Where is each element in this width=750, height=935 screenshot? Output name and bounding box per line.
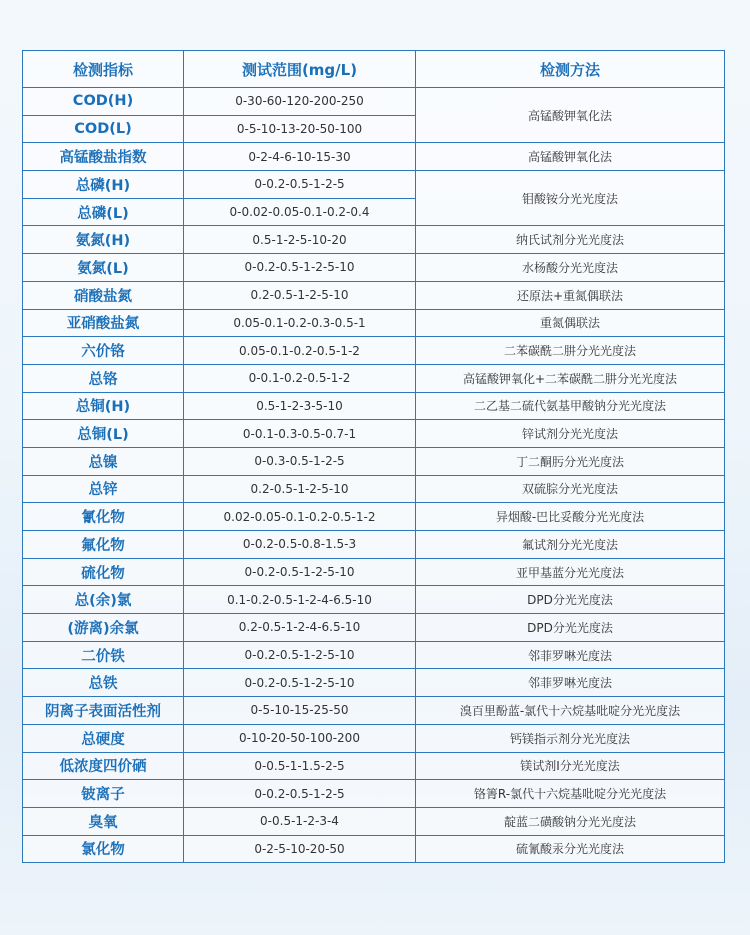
table-row	[23, 752, 725, 780]
table-header-row	[23, 51, 725, 88]
table-row	[23, 503, 725, 531]
range-cell: 0-5-10-13-20-50-100	[184, 115, 416, 143]
table-row	[23, 337, 725, 365]
range-cell: 0-0.02-0.05-0.1-0.2-0.4	[184, 198, 416, 226]
table-row	[23, 586, 725, 614]
indicator-cell: 总磷(L)	[23, 198, 184, 226]
table-row	[23, 780, 725, 808]
range-cell: 0-0.2-0.5-1-2-5	[184, 171, 416, 199]
table-row	[23, 143, 725, 171]
table-row	[23, 364, 725, 392]
method-cell: 邻菲罗啉光度法	[416, 669, 725, 697]
indicator-cell: 总锌	[23, 475, 184, 503]
indicator-cell: 亚硝酸盐氮	[23, 309, 184, 337]
range-cell: 0.5-1-2-3-5-10	[184, 392, 416, 420]
method-cell: 硫氰酸汞分光光度法	[416, 835, 725, 863]
method-cell: 铬箐R-氯代十六烷基吡啶分光光度法	[416, 780, 725, 808]
indicator-cell: 总铜(L)	[23, 420, 184, 448]
indicator-cell: 氨氮(L)	[23, 254, 184, 282]
range-cell: 0-0.2-0.5-1-2-5	[184, 780, 416, 808]
header-range: 测试范围(mg/L)	[184, 51, 416, 88]
range-cell: 0.02-0.05-0.1-0.2-0.5-1-2	[184, 503, 416, 531]
indicator-cell: COD(H)	[23, 88, 184, 116]
indicator-cell: 高锰酸盐指数	[23, 143, 184, 171]
range-cell: 0-2-4-6-10-15-30	[184, 143, 416, 171]
method-cell: 二乙基二硫代氨基甲酸钠分光光度法	[416, 392, 725, 420]
range-cell: 0-0.1-0.2-0.5-1-2	[184, 364, 416, 392]
range-cell: 0-5-10-15-25-50	[184, 697, 416, 725]
method-cell: 锌试剂分光光度法	[416, 420, 725, 448]
method-cell: 高锰酸钾氧化法	[416, 143, 725, 171]
table-row	[23, 171, 725, 199]
range-cell: 0-0.2-0.5-0.8-1.5-3	[184, 531, 416, 559]
range-cell: 0-0.2-0.5-1-2-5-10	[184, 254, 416, 282]
method-cell: 高锰酸钾氧化+二苯碳酰二肼分光光度法	[416, 364, 725, 392]
table-row	[23, 558, 725, 586]
table-row	[23, 447, 725, 475]
range-cell: 0-0.2-0.5-1-2-5-10	[184, 669, 416, 697]
method-cell: 还原法+重氮偶联法	[416, 281, 725, 309]
method-cell: 镁试剂I分光光度法	[416, 752, 725, 780]
range-cell: 0.2-0.5-1-2-4-6.5-10	[184, 614, 416, 642]
table-row	[23, 281, 725, 309]
indicator-cell: (游离)余氯	[23, 614, 184, 642]
indicator-cell: 总(余)氯	[23, 586, 184, 614]
indicator-cell: 总铬	[23, 364, 184, 392]
detection-table	[22, 50, 725, 863]
table-row	[23, 614, 725, 642]
indicator-cell: 硝酸盐氮	[23, 281, 184, 309]
range-cell: 0-0.2-0.5-1-2-5-10	[184, 641, 416, 669]
table-row	[23, 420, 725, 448]
indicator-cell: 总铁	[23, 669, 184, 697]
range-cell: 0.1-0.2-0.5-1-2-4-6.5-10	[184, 586, 416, 614]
range-cell: 0-0.1-0.3-0.5-0.7-1	[184, 420, 416, 448]
indicator-cell: 总镍	[23, 447, 184, 475]
method-cell: 异烟酸-巴比妥酸分光光度法	[416, 503, 725, 531]
header-method: 检测方法	[416, 51, 725, 88]
table-row	[23, 807, 725, 835]
range-cell: 0.5-1-2-5-10-20	[184, 226, 416, 254]
indicator-cell: 氰化物	[23, 503, 184, 531]
method-cell: 二苯碳酰二肼分光光度法	[416, 337, 725, 365]
indicator-cell: 氯化物	[23, 835, 184, 863]
indicator-cell: 低浓度四价硒	[23, 752, 184, 780]
table-row	[23, 88, 725, 116]
indicator-cell: 氟化物	[23, 531, 184, 559]
range-cell: 0-10-20-50-100-200	[184, 724, 416, 752]
range-cell: 0.2-0.5-1-2-5-10	[184, 475, 416, 503]
table-row	[23, 835, 725, 863]
range-cell: 0-30-60-120-200-250	[184, 88, 416, 116]
indicator-cell: COD(L)	[23, 115, 184, 143]
method-cell: 钼酸铵分光光度法	[416, 171, 725, 226]
range-cell: 0-2-5-10-20-50	[184, 835, 416, 863]
method-cell: 亚甲基蓝分光光度法	[416, 558, 725, 586]
indicator-cell: 阴离子表面活性剂	[23, 697, 184, 725]
method-cell: 高锰酸钾氧化法	[416, 88, 725, 143]
range-cell: 0.2-0.5-1-2-5-10	[184, 281, 416, 309]
method-cell: 丁二酮肟分光光度法	[416, 447, 725, 475]
range-cell: 0-0.5-1-1.5-2-5	[184, 752, 416, 780]
table-row	[23, 226, 725, 254]
indicator-cell: 总铜(H)	[23, 392, 184, 420]
range-cell: 0.05-0.1-0.2-0.5-1-2	[184, 337, 416, 365]
table-row	[23, 641, 725, 669]
table-row	[23, 475, 725, 503]
range-cell: 0-0.2-0.5-1-2-5-10	[184, 558, 416, 586]
indicator-cell: 总硬度	[23, 724, 184, 752]
table-row	[23, 669, 725, 697]
method-cell: 双硫腙分光光度法	[416, 475, 725, 503]
indicator-cell: 氨氮(H)	[23, 226, 184, 254]
method-cell: 重氮偶联法	[416, 309, 725, 337]
table-row	[23, 531, 725, 559]
range-cell: 0-0.3-0.5-1-2-5	[184, 447, 416, 475]
detection-table-container	[22, 50, 724, 863]
table-body	[23, 88, 725, 863]
indicator-cell: 总磷(H)	[23, 171, 184, 199]
indicator-cell: 臭氧	[23, 807, 184, 835]
range-cell: 0.05-0.1-0.2-0.3-0.5-1	[184, 309, 416, 337]
method-cell: 邻菲罗啉光度法	[416, 641, 725, 669]
header-indicator: 检测指标	[23, 51, 184, 88]
indicator-cell: 硫化物	[23, 558, 184, 586]
table-row	[23, 309, 725, 337]
method-cell: 水杨酸分光光度法	[416, 254, 725, 282]
table-row	[23, 697, 725, 725]
table-row	[23, 392, 725, 420]
indicator-cell: 二价铁	[23, 641, 184, 669]
indicator-cell: 铍离子	[23, 780, 184, 808]
table-row	[23, 254, 725, 282]
method-cell: DPD分光光度法	[416, 586, 725, 614]
indicator-cell: 六价铬	[23, 337, 184, 365]
range-cell: 0-0.5-1-2-3-4	[184, 807, 416, 835]
method-cell: 钙镁指示剂分光光度法	[416, 724, 725, 752]
method-cell: 溴百里酚蓝-氯代十六烷基吡啶分光光度法	[416, 697, 725, 725]
table-row	[23, 724, 725, 752]
method-cell: DPD分光光度法	[416, 614, 725, 642]
method-cell: 靛蓝二磺酸钠分光光度法	[416, 807, 725, 835]
method-cell: 纳氏试剂分光光度法	[416, 226, 725, 254]
method-cell: 氟试剂分光光度法	[416, 531, 725, 559]
